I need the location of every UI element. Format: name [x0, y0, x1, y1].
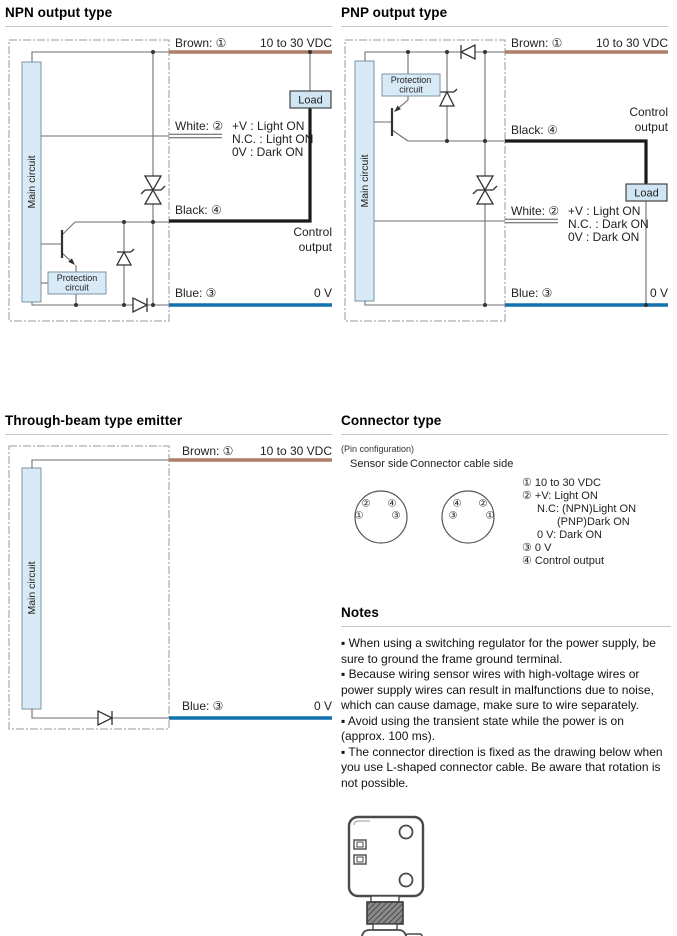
wire-value-brown: 10 to 30 VDC	[595, 36, 668, 50]
protection-circuit-block	[382, 74, 440, 96]
svg-text:Protection: Protection	[390, 75, 432, 85]
pin-legend-line: ② +V: Light ON	[522, 490, 598, 502]
main-circuit-block	[22, 468, 41, 709]
load-block	[290, 91, 331, 108]
main-circuit-block	[355, 61, 374, 301]
wire-label-black: Black: ④	[175, 203, 222, 217]
diode-icon	[98, 711, 112, 725]
pin-legend	[522, 477, 636, 568]
wire-label-white: White: ②	[511, 204, 560, 218]
connector-nut	[367, 896, 403, 924]
pin-number: ②	[361, 498, 371, 510]
pin-number: ③	[391, 510, 401, 522]
wire-value-brown: 10 to 30 VDC	[259, 444, 332, 458]
white-mode-line: +V : Light ON	[568, 204, 641, 218]
connector-pinout-diagram	[349, 488, 519, 548]
junction-dots	[74, 50, 312, 307]
section-connector	[341, 413, 668, 593]
title-rule	[341, 434, 668, 435]
note-item: ▪ The connector direction is fixed as the drawing below when you use L-shaped connector cable. Be aware that rotation is not possible.	[341, 744, 663, 790]
screw-hole-icon	[400, 874, 413, 887]
section-emitter	[5, 413, 332, 737]
section-title-notes: Notes	[341, 605, 380, 620]
junction-dots	[406, 50, 648, 307]
cable-side-label: Connector cable side	[410, 458, 514, 470]
screw-hole-icon	[400, 826, 413, 839]
pnp-circuit-diagram	[341, 34, 668, 334]
svg-text:Main circuit: Main circuit	[359, 154, 371, 208]
control-output-label: Control	[293, 225, 332, 239]
pin-number: ④	[387, 498, 397, 510]
pin-legend-line: ③ 0 V	[522, 542, 552, 554]
wire-label-blue: Blue: ③	[511, 286, 553, 300]
title-rule	[5, 434, 332, 435]
wire-label-brown: Brown: ①	[175, 36, 227, 50]
pin-number: ②	[478, 498, 488, 510]
section-pnp	[341, 5, 668, 334]
black-wire	[505, 141, 646, 184]
white-mode-line: N.C. : Dark ON	[568, 217, 649, 231]
pin-legend-line: 0 V: Dark ON	[537, 529, 602, 541]
control-output-label: output	[634, 120, 668, 134]
section-npn	[5, 5, 332, 334]
svg-text:Load: Load	[298, 94, 323, 107]
pin-number: ④	[452, 498, 462, 510]
wire-label-brown: Brown: ①	[511, 36, 563, 50]
svg-text:circuit: circuit	[65, 282, 89, 293]
pin-legend-line: (PNP)Dark ON	[557, 516, 630, 528]
control-output-label: Control	[629, 105, 668, 119]
pin-legend-line: ④ Control output	[522, 555, 605, 567]
svg-text:Load: Load	[634, 187, 659, 200]
internal-wiring	[32, 460, 169, 718]
sensor-side-label: Sensor side	[350, 458, 409, 470]
svg-text:circuit: circuit	[399, 84, 423, 95]
pin-configuration-label: (Pin configuration)	[341, 444, 415, 454]
pin-legend-line: ① 10 to 30 VDC	[522, 477, 601, 489]
sensor-body	[349, 817, 423, 896]
npn-circuit-diagram	[5, 34, 332, 334]
title-rule	[341, 26, 668, 27]
pin-number: ①	[354, 510, 364, 522]
section-title-npn: NPN output type	[5, 5, 113, 20]
white-mode-line: +V : Light ON	[232, 119, 305, 133]
cable-side-connector	[442, 491, 495, 543]
diode-icon	[461, 45, 475, 59]
sensor-side-connector	[355, 491, 407, 543]
wire-label-blue: Blue: ③	[182, 699, 224, 713]
pin-number: ③	[448, 510, 458, 522]
section-notes	[341, 605, 671, 791]
wire-label-brown: Brown: ①	[182, 444, 234, 458]
l-shaped-connector	[362, 924, 433, 936]
sensor-connector-drawing	[340, 813, 435, 936]
main-circuit-block	[22, 62, 41, 302]
note-item: ▪ Avoid using the transient state while the power is on (approx. 100 ms).	[341, 713, 624, 743]
load-block	[626, 184, 667, 201]
title-rule	[341, 626, 671, 627]
zener-diode-icon	[117, 249, 134, 265]
note-item: ▪ Because wiring sensor wires with high-voltage wires or power supply wires can result in malfunctions due to noise, which can cause damage, make sure to wire separately.	[341, 667, 654, 712]
svg-text:Protection: Protection	[56, 273, 98, 283]
pin-legend-line: N.C: (NPN)Light ON	[537, 503, 637, 515]
wire-value-brown: 10 to 30 VDC	[259, 36, 332, 50]
emitter-circuit-diagram	[5, 442, 332, 737]
internal-wiring	[32, 52, 310, 305]
notes-body	[341, 636, 671, 791]
surge-absorber-icon	[141, 176, 165, 204]
svg-text:Main circuit: Main circuit	[26, 155, 38, 209]
control-output-label: output	[298, 240, 332, 254]
npn-transistor-icon	[62, 230, 75, 265]
white-mode-line: 0V : Dark ON	[568, 230, 640, 244]
diode-icon	[133, 298, 147, 312]
surge-absorber-icon	[473, 176, 497, 204]
note-item: ▪ When using a switching regulator for the power supply, be sure to ground the frame ground terminal.	[341, 636, 656, 666]
sensor-illustration	[340, 806, 435, 936]
svg-text:Main circuit: Main circuit	[26, 561, 38, 615]
wire-value-blue: 0 V	[313, 286, 332, 300]
wire-label-blue: Blue: ③	[175, 286, 217, 300]
section-title-pnp: PNP output type	[341, 5, 448, 20]
white-mode-line: N.C. : Light ON	[232, 132, 314, 146]
wire-value-blue: 0 V	[649, 286, 668, 300]
section-title-emitter: Through-beam type emitter	[5, 413, 183, 428]
protection-circuit-block	[48, 272, 106, 294]
wire-value-blue: 0 V	[313, 699, 332, 713]
pin-number: ①	[485, 510, 495, 522]
white-mode-line: 0V : Dark ON	[232, 145, 304, 159]
zener-diode-icon	[440, 89, 457, 106]
wire-label-white: White: ②	[175, 119, 224, 133]
title-rule	[5, 26, 332, 27]
wire-label-black: Black: ④	[511, 123, 558, 137]
section-title-connector: Connector type	[341, 413, 442, 428]
